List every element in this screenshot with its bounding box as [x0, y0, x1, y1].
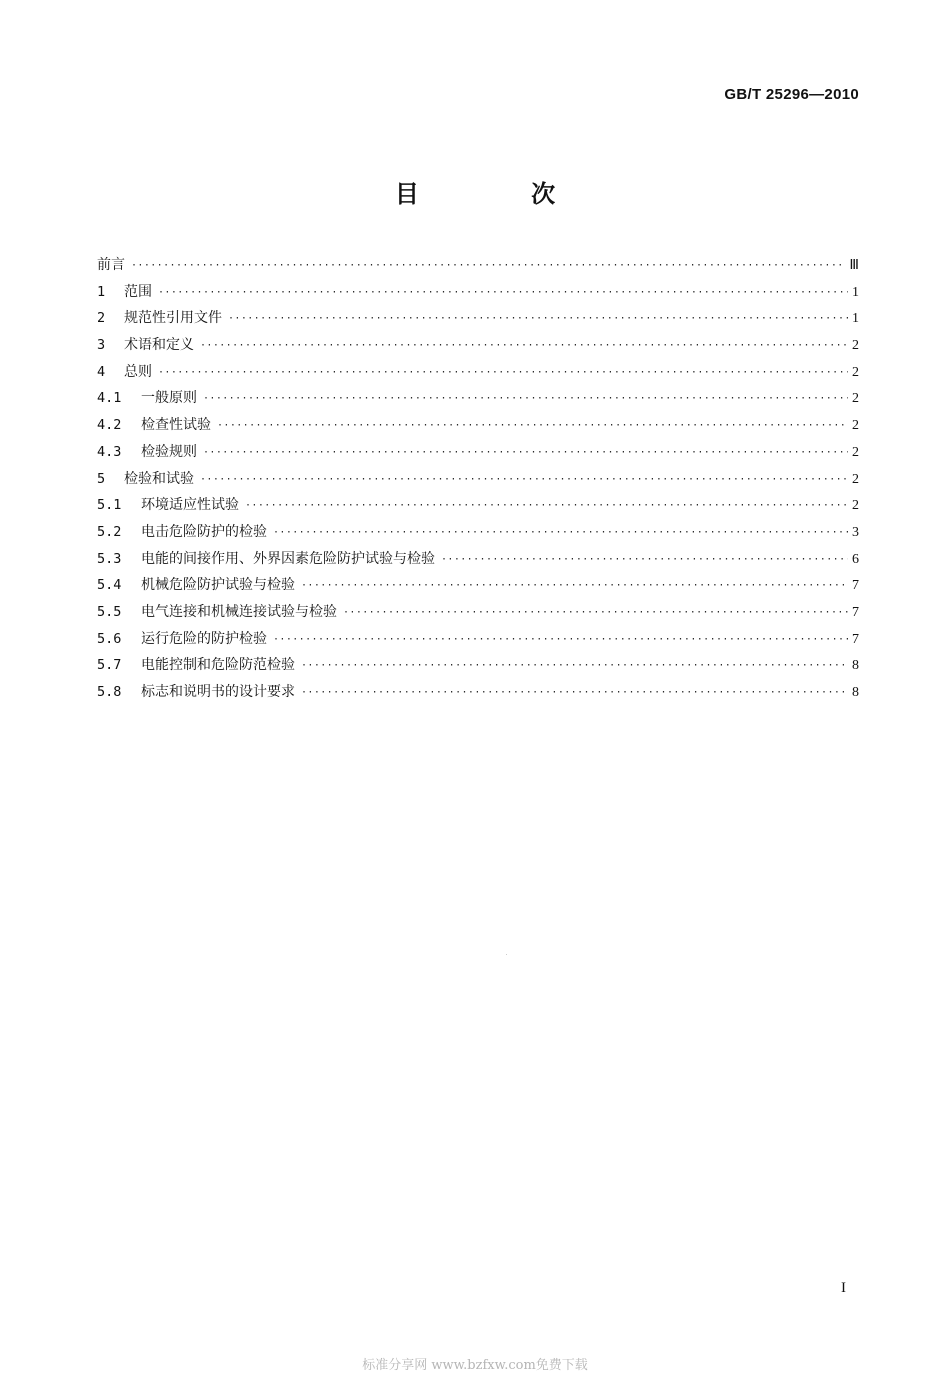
table-of-contents: [97, 254, 859, 708]
toc-dot-leader: [158, 367, 848, 378]
toc-entry[interactable]: [97, 601, 859, 628]
toc-entry-label: 机械危险防护试验与检验: [141, 577, 295, 594]
toc-dot-leader: [273, 634, 848, 645]
toc-entry[interactable]: [97, 441, 859, 468]
standard-code: GB/T 25296—2010: [724, 86, 859, 103]
toc-entry[interactable]: [97, 548, 859, 575]
toc-entry-page: 2: [852, 364, 859, 380]
toc-dot-leader: [343, 607, 848, 618]
toc-entry-number: 5.2: [97, 523, 122, 540]
toc-entry-label: 电击危险防护的检验: [141, 523, 267, 540]
toc-entry-number: 5.3: [97, 550, 122, 567]
toc-entry-label: 电能的间接作用、外界因素危险防护试验与检验: [141, 550, 435, 567]
toc-dot-leader: [158, 287, 848, 298]
scan-speck: [506, 954, 507, 955]
toc-entry-number: 5.1: [97, 497, 122, 514]
toc-entry[interactable]: [97, 414, 859, 441]
toc-entry[interactable]: [97, 574, 859, 601]
toc-entry[interactable]: [97, 307, 859, 334]
toc-entry-label: 一般原则: [141, 390, 197, 407]
toc-entry-page: 8: [852, 658, 859, 674]
toc-entry[interactable]: [97, 654, 859, 681]
toc-dot-leader: [441, 554, 848, 565]
toc-dot-leader: [245, 500, 848, 511]
toc-entry[interactable]: [97, 681, 859, 708]
toc-entry-number: 5.6: [97, 630, 122, 647]
toc-entry-number: 3: [97, 337, 106, 354]
toc-entry-page: 2: [852, 418, 859, 434]
toc-entry-label: 术语和定义: [124, 337, 194, 354]
toc-entry-number: 5: [97, 470, 106, 487]
toc-entry-label: 运行危险的防护检验: [141, 630, 267, 647]
toc-entry-page: 7: [852, 604, 859, 620]
toc-entry-label: 标志和说明书的设计要求: [141, 684, 295, 700]
toc-entry-page: 2: [852, 471, 859, 487]
toc-entry[interactable]: [97, 468, 859, 495]
toc-entry-label: 前言: [97, 257, 125, 273]
toc-entry-label: 范围: [124, 283, 152, 300]
toc-entry-page: 3: [852, 524, 859, 540]
toc-entry[interactable]: [97, 281, 859, 308]
toc-entry-label: 环境适应性试验: [141, 497, 239, 514]
toc-dot-leader: [217, 420, 848, 431]
toc-entry-label: 检验规则: [141, 443, 197, 460]
toc-entry-number: 4.1: [97, 390, 122, 407]
toc-entry-label: 电能控制和危险防范检验: [141, 657, 295, 674]
toc-entry-label: 规范性引用文件: [124, 310, 222, 327]
toc-title: 目 次: [394, 180, 608, 208]
toc-entry-page: 2: [852, 338, 859, 354]
toc-entry-number: 2: [97, 310, 106, 327]
toc-entry-label: 总则: [124, 363, 152, 380]
toc-entry[interactable]: [97, 494, 859, 521]
toc-entry-page: 7: [852, 631, 859, 647]
toc-entry-page: 6: [852, 551, 859, 567]
toc-entry-page: 8: [852, 685, 859, 700]
toc-entry-label: 检验和试验: [124, 470, 194, 487]
toc-dot-leader: [301, 660, 848, 671]
toc-dot-leader: [131, 260, 846, 271]
toc-dot-leader: [200, 340, 848, 351]
toc-dot-leader: [273, 527, 848, 538]
toc-entry[interactable]: [97, 361, 859, 388]
toc-entry-page: 1: [852, 311, 859, 327]
toc-entry[interactable]: [97, 387, 859, 414]
toc-entry-number: 5.5: [97, 603, 122, 620]
toc-entry[interactable]: [97, 254, 859, 281]
toc-entry-number: 5.7: [97, 657, 122, 674]
toc-dot-leader: [203, 393, 848, 404]
toc-entry-page: 7: [852, 578, 859, 594]
toc-entry-number: 4.3: [97, 443, 122, 460]
toc-entry[interactable]: [97, 628, 859, 655]
toc-dot-leader: [228, 313, 848, 324]
toc-entry-label: 检查性试验: [141, 417, 211, 434]
toc-entry-page: 2: [852, 444, 859, 460]
toc-dot-leader: [301, 580, 848, 591]
toc-dot-leader: [200, 474, 848, 485]
toc-entry-page: Ⅲ: [849, 258, 859, 273]
toc-entry-number: 5.4: [97, 577, 122, 594]
toc-entry-number: 1: [97, 283, 106, 300]
footer-watermark: 标准分享网 www.bzfxw.com免费下载: [362, 1358, 588, 1373]
toc-entry-number: 4.2: [97, 417, 122, 434]
toc-entry[interactable]: [97, 334, 859, 361]
page-number: I: [841, 1280, 846, 1296]
toc-entry-page: 2: [852, 391, 859, 407]
toc-entry-number: 5.8: [97, 684, 122, 700]
toc-dot-leader: [301, 687, 848, 698]
toc-entry[interactable]: [97, 521, 859, 548]
toc-entry-page: 2: [852, 498, 859, 514]
toc-entry-page: 1: [852, 284, 859, 300]
toc-entry-number: 4: [97, 363, 106, 380]
toc-entry-label: 电气连接和机械连接试验与检验: [141, 603, 337, 620]
toc-dot-leader: [203, 447, 848, 458]
